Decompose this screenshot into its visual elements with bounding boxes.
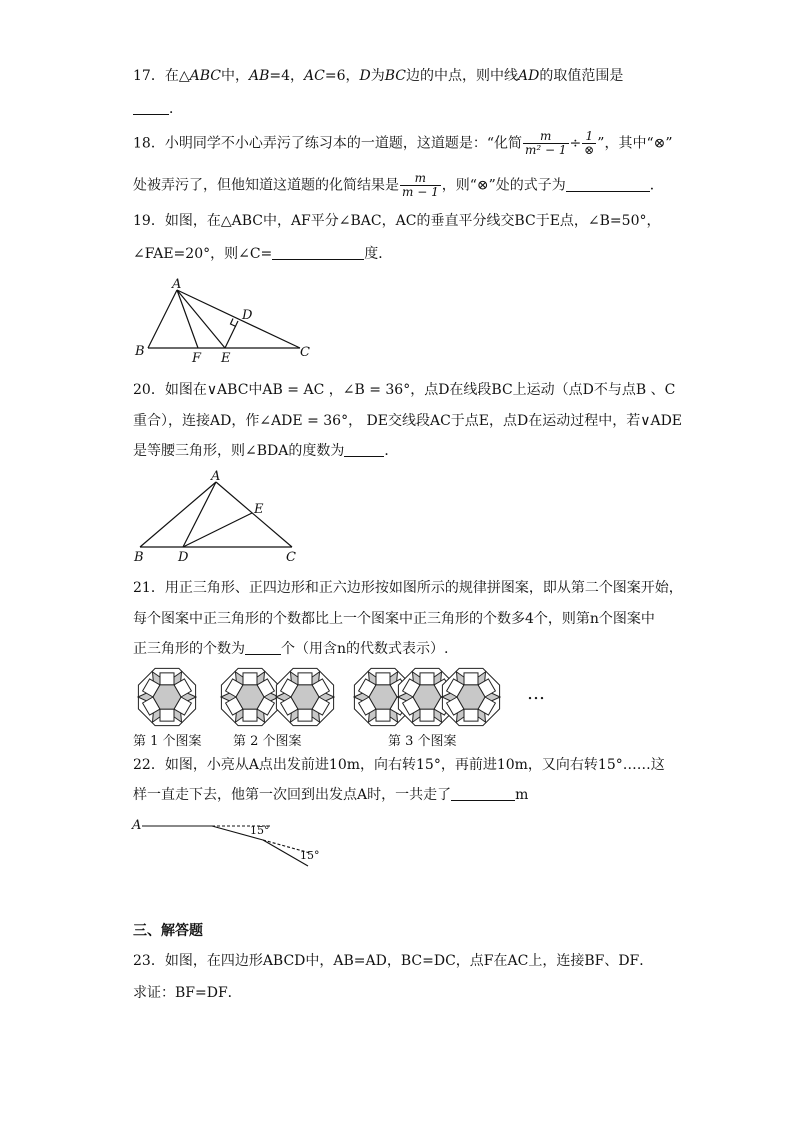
q18-end: ． [649, 177, 664, 194]
frac-den: ⊗ [584, 143, 595, 157]
label-e: E [221, 351, 231, 366]
q17-text: 的取值范围是 [539, 68, 624, 84]
q17-text: =6， [324, 68, 360, 84]
label-d: D [178, 550, 189, 565]
tile-square [376, 673, 390, 685]
q18-line1 [133, 130, 673, 157]
q18-fraction-2 [582, 130, 596, 157]
tile-patterns-figure [130, 662, 550, 732]
label-b: B [135, 344, 145, 359]
q17-text: =4， [269, 68, 305, 84]
tile-square [420, 673, 434, 685]
q17-ad: AD [517, 68, 540, 84]
tile-square [376, 709, 390, 721]
q21-text: 正三角形的个数为 [133, 641, 245, 657]
angle-label-1: 15° [250, 824, 270, 837]
q19-answer-blank [272, 245, 364, 260]
q17-text: 中， [220, 68, 249, 84]
label-f: F [192, 351, 202, 366]
label-e: E [254, 502, 264, 517]
label-a: A [132, 818, 142, 833]
q18-text: 18．小明同学不小心弄污了练习本的一道题，这道题是：“化简 [133, 135, 522, 152]
label-c: C [300, 345, 310, 360]
q22-line1: 22．如图，小亮从A点出发前进10m，向右转15°，再前进10m，又向右转15°……这 [133, 757, 665, 773]
q20-triangle-figure [130, 470, 310, 565]
q22-path-figure [130, 810, 330, 875]
q21-line2: 每个图案中正三角形的个数都比上一个图案中正三角形的个数多4个，则第n个图案中 [133, 611, 655, 627]
q18-fraction-1 [523, 130, 569, 157]
q17-bc: BC [384, 68, 406, 84]
label-d: D [242, 308, 253, 323]
section-title: 三、解答题 [133, 923, 203, 939]
q21-line3 [133, 639, 448, 659]
q19-line1: 19．如图，在△ABC中，AF平分∠BAC，AC的垂直平分线交BC于E点，∠B=50°， [133, 213, 661, 229]
q17-text: 为 [370, 68, 385, 84]
caption-pattern-2: 第 2 个图案 [233, 734, 302, 749]
q23-line2: 求证：BF=DF． [133, 985, 242, 1001]
caption-pattern-3: 第 3 个图案 [388, 734, 457, 749]
tile-square [298, 709, 312, 721]
q21-line1: 21．用正三角形、正四边形和正六边形按如图所示的规律拼图案，即从第二个图案开始， [133, 580, 683, 596]
q19-line2 [133, 244, 392, 264]
q17-answer-blank [133, 100, 169, 115]
q18-text: 处被弄污了，但他知道这道题的化简结果是 [133, 177, 399, 194]
label-a: A [172, 277, 182, 292]
q22-answer-blank [451, 786, 515, 801]
label-b: B [134, 550, 144, 565]
divide-sign: ÷ [569, 135, 582, 152]
q20-line2: 重合），连接AD，作∠ADE = 36°， DE交线段AC于点E，点D在运动过程中，若∨ADE [133, 413, 683, 429]
q17-ac: AC [304, 68, 325, 84]
q18-answer-blank [566, 177, 650, 192]
frac-den: m² − 1 [524, 143, 567, 157]
tile-square [420, 709, 434, 721]
tile-square [298, 673, 312, 685]
q22-line2 [133, 785, 528, 805]
tile-square [464, 709, 478, 721]
q22-text: m [515, 787, 529, 803]
q23-line1: 23．如图，在四边形ABCD中，AB=AD，BC=DC，点F在AC上，连接BF、DF． [133, 953, 654, 969]
frac-den: m − 1 [402, 185, 439, 199]
tile-square [243, 673, 257, 685]
angle-label-2: 15° [300, 849, 320, 862]
frac-num: m [400, 172, 441, 186]
q20-text: 是等腰三角形，则∠BDA的度数为 [133, 443, 345, 459]
tile-square [464, 673, 478, 685]
q18-line2 [133, 172, 664, 199]
q22-text: 样一直走下去，他第一次回到出发点A时，一共走了 [133, 787, 452, 803]
frac-num: m [523, 130, 569, 144]
q21-text: 个（用含n的代数式表示）. [281, 641, 449, 657]
q17-d: D [359, 68, 371, 84]
q21-answer-blank [245, 640, 281, 655]
ellipsis: … [527, 683, 545, 704]
q17-ab: AB [248, 68, 270, 84]
q17-end: ． [169, 101, 183, 117]
frac-num: 1 [582, 130, 596, 144]
tile-square [243, 709, 257, 721]
q18-fraction-3 [400, 172, 441, 199]
q20-line3 [133, 441, 398, 461]
label-c: C [286, 550, 296, 565]
q17-triangle: △ABC [178, 68, 221, 84]
caption-pattern-1: 第 1 个图案 [133, 734, 202, 749]
q18-text: ”，其中“⊗” [597, 135, 673, 152]
q17-line1 [133, 66, 623, 86]
q17-text: 17．在 [133, 68, 179, 84]
q20-line1: 20．如图在∨ABC中AB = AC ，∠B = 36°，点D在线段BC上运动（点D不与点B 、C [133, 382, 676, 398]
tile-square [160, 709, 174, 721]
q20-end: ． [384, 443, 399, 459]
tile-square [160, 673, 174, 685]
q18-text: ，则“⊗”处的式子为 [441, 177, 566, 194]
q20-answer-blank [344, 442, 384, 457]
q19-text: 度． [364, 246, 393, 262]
q17-text: 边的中点，则中线 [405, 68, 518, 84]
q19-text: ∠FAE=20°，则∠C= [133, 246, 273, 262]
q19-triangle-figure [130, 275, 330, 365]
label-a: A [211, 469, 221, 484]
q17-line2 [133, 99, 183, 119]
